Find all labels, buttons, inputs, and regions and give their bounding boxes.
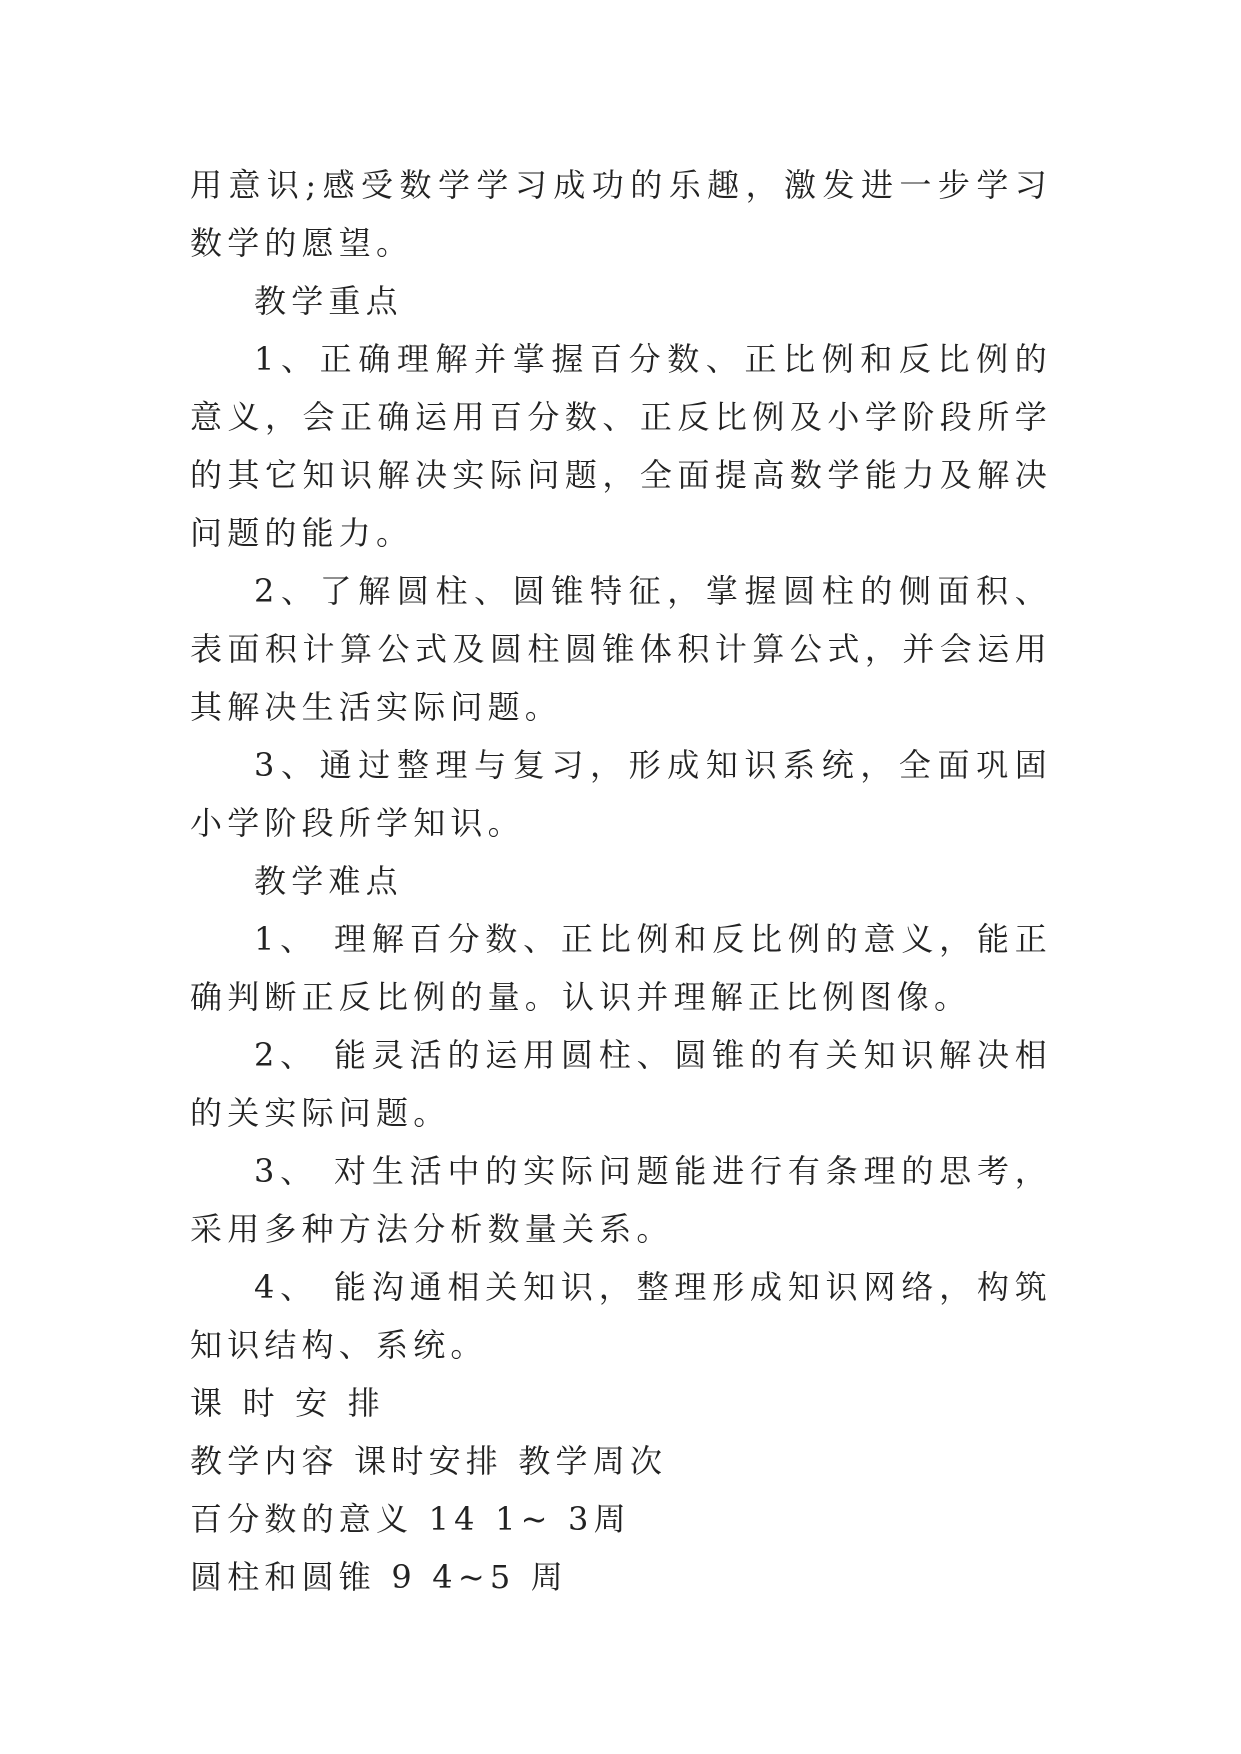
schedule-heading: 课 时 安 排 xyxy=(190,1384,385,1422)
difficulty-3: 3、 对生活中的实际问题能进行有条理的思考，采用多种方法分析数量关系。 xyxy=(190,1152,1052,1248)
key-point-1: 1、正确理解并掌握百分数、正比例和反比例的意义，会正确运用百分数、正反比例及小学阶段所学的其它知识解决实际问题，全面提高数学能力及解决问题的能力。 xyxy=(190,340,1052,552)
key-point-3: 3、通过整理与复习，形成知识系统，全面巩固小学阶段所学知识。 xyxy=(190,746,1052,842)
key-point-2: 2、了解圆柱、圆锥特征，掌握圆柱的侧面积、表面积计算公式及圆柱圆锥体积计算公式，并会运用其解决生活实际问题。 xyxy=(190,572,1052,726)
schedule-row: 百分数的意义 14 1~ 3周 xyxy=(190,1500,631,1538)
heading-key-points: 教学重点 xyxy=(254,282,403,320)
document-body xyxy=(190,156,1052,1606)
difficulty-4: 4、 能沟通相关知识，整理形成知识网络，构筑知识结构、系统。 xyxy=(190,1268,1052,1364)
difficulty-1: 1、 理解百分数、正比例和反比例的意义，能正确判断正反比例的量。认识并理解正比例图像。 xyxy=(190,920,1052,1016)
paragraph-continuation: 用意识;感受数学学习成功的乐趣，激发进一步学习数学的愿望。 xyxy=(190,166,1052,262)
difficulty-2: 2、 能灵活的运用圆柱、圆锥的有关知识解决相的关实际问题。 xyxy=(190,1036,1052,1132)
schedule-row: 圆柱和圆锥 9 4~5 周 xyxy=(190,1558,569,1596)
schedule-header-row: 教学内容 课时安排 教学周次 xyxy=(190,1442,668,1480)
heading-difficulties: 教学难点 xyxy=(254,862,403,900)
